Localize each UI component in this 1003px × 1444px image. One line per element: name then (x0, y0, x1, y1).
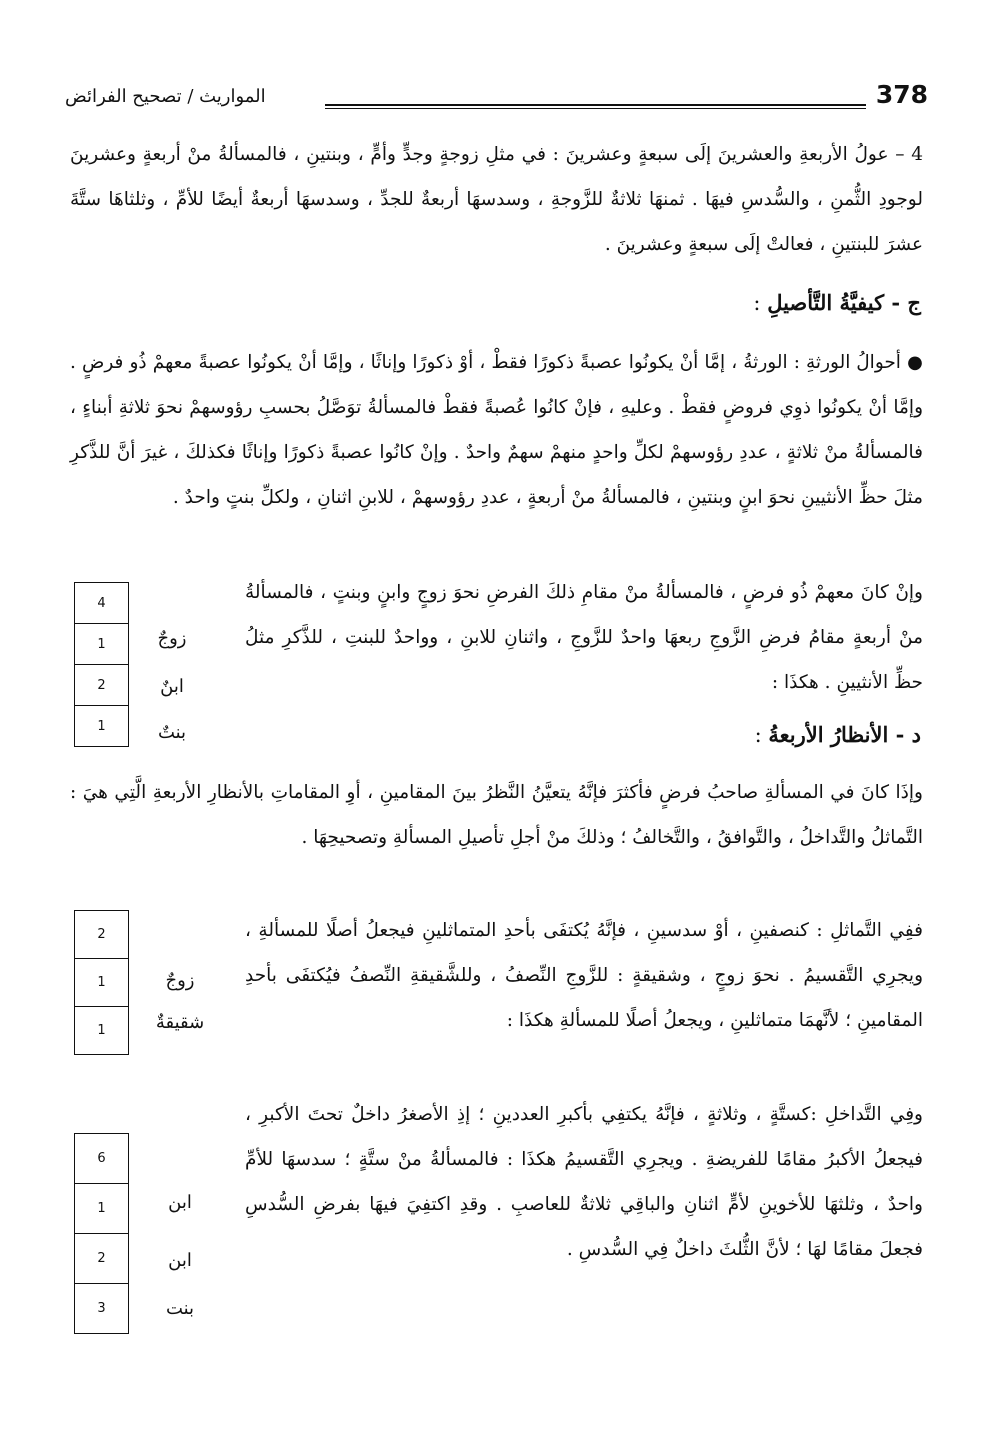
paragraph-four-views: وإذَا كانَ في المسألةِ صاحبُ فرضٍ فأكثرَ فإنَّهُ يتعيَّنُ النَّظرُ بينَ المقامينِ ، أوِ المقاماتِ بالأنظارِ الأربعةِ الَّتِي هيَ : التَّماثلُ والتَّداخلُ ، والتَّوافقُ ، والتَّخالفُ ؛ وذلكَ منْ أجلِ تأصيلِ المسألةِ وتصحيحِهَا . (70, 782, 923, 848)
heading-d-text: د - الأنظارُ الأربعةُ (768, 722, 921, 747)
table-cell: 1 (75, 624, 128, 665)
heading-c-text: ج - كيفيَّةُ التَّأصيلِ (767, 290, 921, 315)
table-cell: 2 (75, 911, 128, 959)
header-rule-thin (325, 108, 866, 109)
distribution-table-2 (74, 910, 129, 1055)
paragraph-awl: 4 – عولُ الأربعةِ والعشرينَ إلَى سبعةٍ وعشرينَ : في مثلِ زوجةٍ وجدٍّ وأمٍّ ، وبنتينِ ، فالمسألةُ منْ أربعةٍ وعشرينَ لوجودِ الثُّمنِ ، والسُّدسِ فيهَا . ثمنهَا ثلاثةٌ للزَّوجةِ ، وسدسهَا أربعةٌ للجدِّ ، وسدسهَا أربعةٌ أيضًا للأمِّ ، وثلثاهَا ستَّةَ عشرَ للبنتينِ ، فعالتْ إلَى سبعةٍ وعشرينَ . (70, 144, 923, 255)
table-cell: 2 (75, 1234, 128, 1284)
page-number: 378 (875, 80, 928, 109)
heir-label: بنت (165, 1298, 195, 1319)
heir-label: شقيقةٌ (155, 1012, 205, 1033)
distribution-table-3 (74, 1133, 129, 1334)
distribution-table-1 (74, 582, 129, 747)
heading-c-colon: : (753, 291, 768, 315)
table-cell: 1 (75, 1007, 128, 1055)
table-cell: 1 (75, 1184, 128, 1234)
heir-label: ابنٌ (160, 676, 184, 697)
heir-label: بنتٌ (157, 722, 187, 743)
table-cell: 2 (75, 665, 128, 706)
paragraph-tamathul: ففِي التَّماثلِ : كنصفينِ ، أوْ سدسينِ ، فإنَّهُ يُكتفَى بأحدِ المتماثلينِ فيجعلُ أصلًا للمسألةِ ، ويجرِي التَّقسيمُ . نحوَ زوجٍ ، وشقيقةٍ : للزَّوجِ النِّصفُ ، وللشَّقيقةِ النِّصفُ فيُكتفَى بأحدِ المقامينِ ؛ لأنَّهمَا متماثلينِ ، ويجعلُ أصلًا للمسألةِ هكذَا : (245, 920, 923, 1031)
table-cell: 3 (75, 1284, 128, 1334)
heir-label: ابن (168, 1250, 192, 1271)
page-header (60, 80, 928, 120)
section-heading-d (755, 722, 921, 747)
heading-d-colon: : (754, 723, 769, 747)
heirs-states-text: أحوالُ الورثةِ : الورثةُ ، إمَّا أنْ يكونُوا عصبةً ذكورًا فقطْ ، أوْ ذكورًا وإناثًا ، وإمَّا أنْ يكونُوا عصبةً معهمْ ذُو فرضٍ . وإمَّا أنْ يكونُوا ذوِي فروضٍ فقطْ . وعليهِ ، فإنْ كانُوا عُصبةً فقطْ فالمسألةُ توَصَّلُ بحسبِ رؤوسهمْ نحوَ ثلاثةِ أبناءٍ ، فالمسألةُ منْ ثلاثةٍ ، عددِ رؤوسهمْ لكلِّ واحدٍ منهمْ سهمٌ واحدٌ . وإنْ كانُوا عصبةً ذكورًا وإناثًا فكذلكَ ، غيرَ أنَّ للذَّكرِ مثلَ حظِّ الأنثيينِ نحوَ ابنٍ وبنتينِ ، فالمسألةُ منْ أربعةٍ ، عددِ رؤوسهمْ ، للابنِ اثنانِ ، ولكلِّ بنتٍ واحدٌ . (70, 352, 923, 508)
bullet-icon: ● (907, 352, 923, 373)
table-cell: 6 (75, 1134, 128, 1184)
running-title: المواريث / تصحيح الفرائض (65, 86, 266, 107)
heir-label: ابن (168, 1192, 192, 1213)
paragraph-heirs-states (70, 340, 923, 520)
heir-label: زوجٌ (165, 970, 195, 991)
section-heading-c (753, 290, 921, 315)
table-cell: 1 (75, 706, 128, 747)
paragraph-with-fard: وإنْ كانَ معهمْ ذُو فرضٍ ، فالمسألةُ منْ مقامِ ذلكَ الفرضِ نحوَ زوجٍ وابنٍ وبنتٍ ، فالمسألةُ منْ أربعةٍ مقامُ فرضِ الزَّوجِ ربعهَا واحدٌ للزَّوجِ ، واثنانِ للابنِ ، وواحدٌ للبنتِ ، للذَّكرِ مثلُ حظِّ الأنثيينِ . هكذَا : (245, 582, 923, 693)
table-cell: 1 (75, 959, 128, 1007)
table-cell: 4 (75, 583, 128, 624)
paragraph-tadakhul: وفِي التَّداخلِ :كستَّةٍ ، وثلاثةٍ ، فإنَّهُ يكتفِي بأكبرِ العددينِ ؛ إذِ الأصغرُ داخلٌ تحتَ الأكبرِ ، فيجعلُ الأكبرُ مقامًا للفريضةِ . ويجرِي التَّقسيمُ هكذَا : فالمسألةُ منْ ستَّةٍ ؛ سدسهَا للأمِّ واحدٌ ، وثلثهَا للأخوينِ لأمٍّ اثنانِ والباقِي ثلاثةٌ للعاصبِ . وقدِ اكتفِيَ فيهَا بفرضِ السُّدسِ فجعلَ مقامًا لهَا ؛ لأنَّ الثُّلثَ داخلٌ فِي السُّدسِ . (245, 1104, 923, 1260)
header-rule (325, 104, 866, 106)
heir-label: زوجٌ (157, 628, 187, 649)
